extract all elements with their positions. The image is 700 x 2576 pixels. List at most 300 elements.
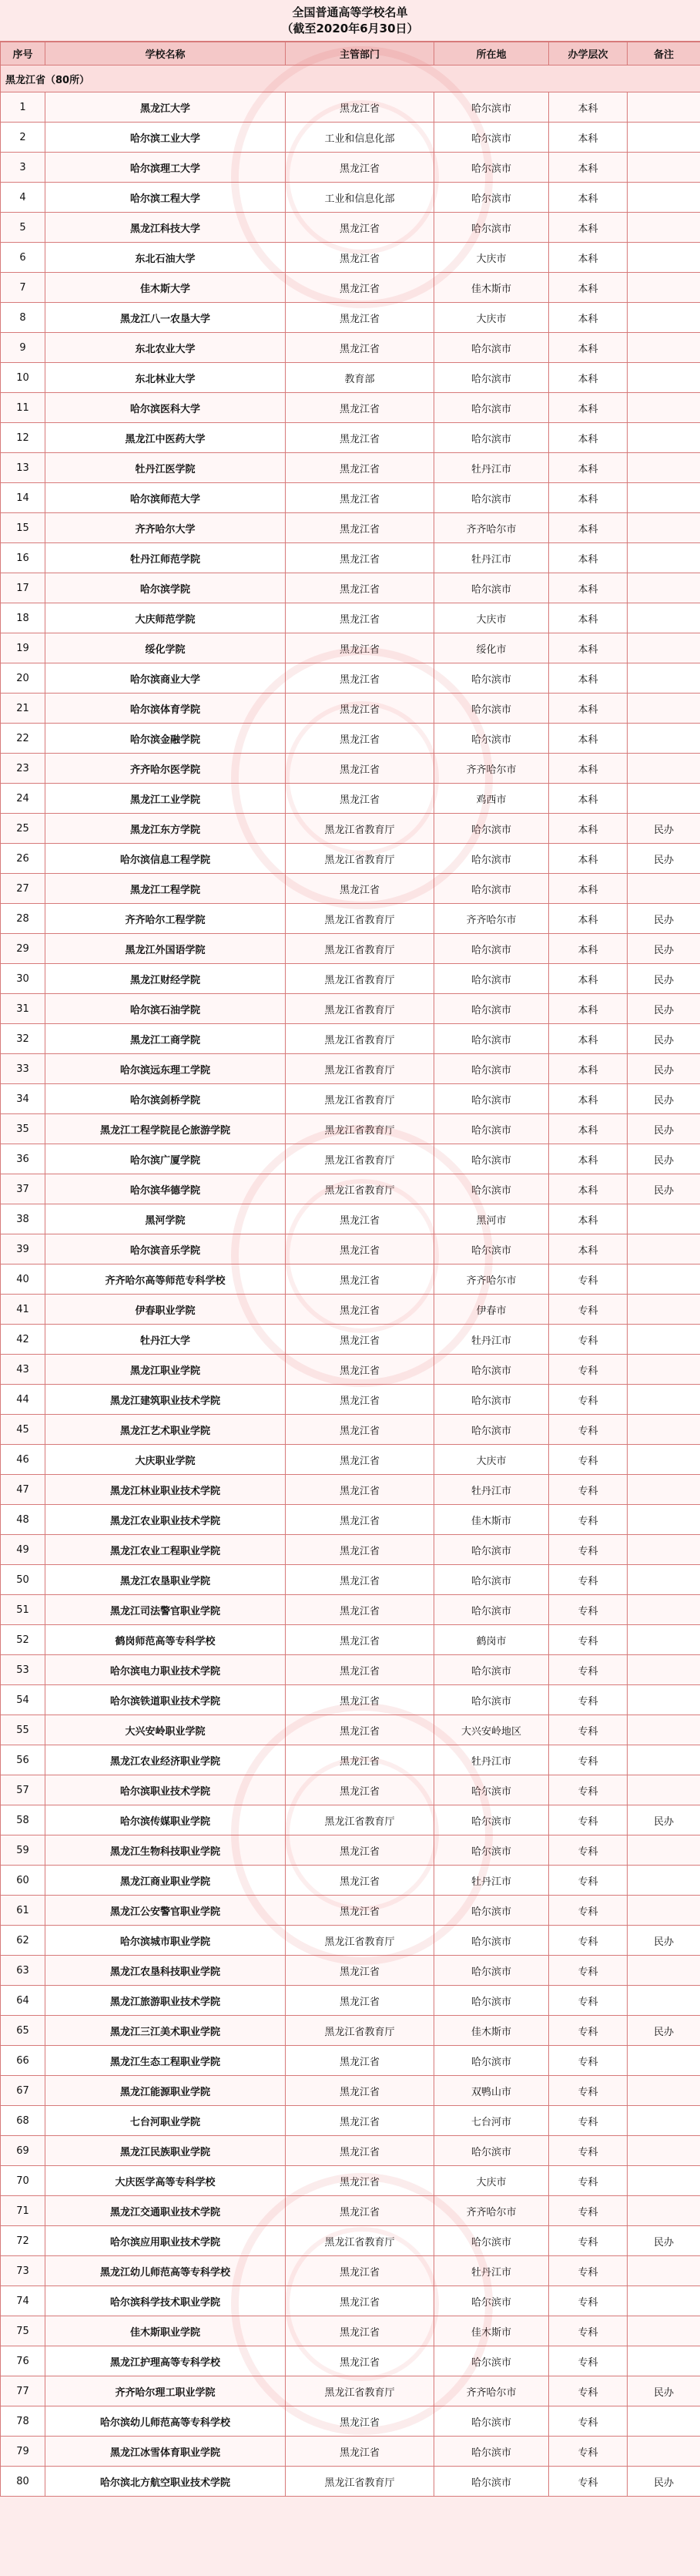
cell-remark xyxy=(628,1625,700,1655)
cell-department: 黑龙江省 xyxy=(286,92,434,123)
cell-index: 80 xyxy=(1,2467,45,2497)
cell-remark xyxy=(628,2196,700,2226)
document-subtitle: （截至2020年6月30日） xyxy=(281,22,419,35)
cell-department: 黑龙江省 xyxy=(286,1445,434,1475)
cell-remark xyxy=(628,363,700,393)
school-table xyxy=(0,42,700,2497)
cell-school-name: 黑龙江商业职业学院 xyxy=(45,1866,286,1896)
cell-location: 鹤岗市 xyxy=(434,1625,549,1655)
cell-level: 专科 xyxy=(549,1745,628,1775)
cell-school-name: 哈尔滨师范大学 xyxy=(45,483,286,513)
cell-location: 哈尔滨市 xyxy=(434,2226,549,2256)
cell-location: 哈尔滨市 xyxy=(434,2136,549,2166)
cell-department: 黑龙江省 xyxy=(286,2136,434,2166)
cell-location: 哈尔滨市 xyxy=(434,213,549,243)
cell-location: 哈尔滨市 xyxy=(434,1835,549,1866)
cell-remark xyxy=(628,1655,700,1685)
cell-level: 专科 xyxy=(549,1535,628,1565)
cell-school-name: 哈尔滨远东理工学院 xyxy=(45,1054,286,1084)
cell-remark xyxy=(628,603,700,633)
cell-school-name: 哈尔滨剑桥学院 xyxy=(45,1084,286,1114)
cell-location: 哈尔滨市 xyxy=(434,1896,549,1926)
cell-department: 黑龙江省教育厅 xyxy=(286,904,434,934)
cell-location: 哈尔滨市 xyxy=(434,123,549,153)
cell-department: 黑龙江省 xyxy=(286,1835,434,1866)
cell-school-name: 哈尔滨铁道职业技术学院 xyxy=(45,1685,286,1715)
cell-remark xyxy=(628,784,700,814)
cell-remark: 民办 xyxy=(628,1084,700,1114)
cell-index: 51 xyxy=(1,1595,45,1625)
cell-school-name: 黑龙江民族职业学院 xyxy=(45,2136,286,2166)
cell-index: 64 xyxy=(1,1986,45,2016)
cell-remark xyxy=(628,874,700,904)
cell-index: 67 xyxy=(1,2076,45,2106)
table-row xyxy=(1,784,700,814)
cell-location: 哈尔滨市 xyxy=(434,1024,549,1054)
cell-location: 齐齐哈尔市 xyxy=(434,1264,549,1295)
cell-school-name: 黑龙江护理高等专科学校 xyxy=(45,2346,286,2376)
table-row xyxy=(1,2437,700,2467)
cell-department: 黑龙江省 xyxy=(286,1264,434,1295)
table-row xyxy=(1,754,700,784)
cell-location: 伊春市 xyxy=(434,1295,549,1325)
cell-school-name: 哈尔滨体育学院 xyxy=(45,694,286,724)
table-row xyxy=(1,904,700,934)
cell-remark xyxy=(628,573,700,603)
table-row xyxy=(1,2286,700,2316)
cell-location: 哈尔滨市 xyxy=(434,814,549,844)
cell-level: 专科 xyxy=(549,2346,628,2376)
table-row xyxy=(1,603,700,633)
cell-index: 25 xyxy=(1,814,45,844)
cell-level: 本科 xyxy=(549,603,628,633)
cell-level: 专科 xyxy=(549,2467,628,2497)
cell-department: 黑龙江省 xyxy=(286,754,434,784)
table-row xyxy=(1,2316,700,2346)
cell-department: 工业和信息化部 xyxy=(286,183,434,213)
cell-department: 黑龙江省 xyxy=(286,483,434,513)
cell-level: 本科 xyxy=(549,453,628,483)
table-row xyxy=(1,1565,700,1595)
cell-remark: 民办 xyxy=(628,2016,700,2046)
cell-department: 黑龙江省 xyxy=(286,603,434,633)
cell-level: 本科 xyxy=(549,1204,628,1234)
cell-school-name: 黑龙江艺术职业学院 xyxy=(45,1415,286,1445)
cell-index: 65 xyxy=(1,2016,45,2046)
cell-level: 本科 xyxy=(549,333,628,363)
cell-location: 大兴安岭地区 xyxy=(434,1715,549,1745)
cell-school-name: 哈尔滨商业大学 xyxy=(45,663,286,694)
table-row xyxy=(1,483,700,513)
table-row xyxy=(1,814,700,844)
cell-location: 哈尔滨市 xyxy=(434,333,549,363)
cell-remark xyxy=(628,1445,700,1475)
cell-index: 30 xyxy=(1,964,45,994)
cell-level: 专科 xyxy=(549,1805,628,1835)
cell-remark xyxy=(628,513,700,543)
cell-location: 大庆市 xyxy=(434,1445,549,1475)
cell-index: 12 xyxy=(1,423,45,453)
cell-index: 57 xyxy=(1,1775,45,1805)
cell-location: 齐齐哈尔市 xyxy=(434,513,549,543)
cell-level: 专科 xyxy=(549,1685,628,1715)
cell-level: 本科 xyxy=(549,844,628,874)
cell-remark xyxy=(628,393,700,423)
cell-department: 黑龙江省 xyxy=(286,333,434,363)
cell-remark xyxy=(628,2136,700,2166)
cell-index: 49 xyxy=(1,1535,45,1565)
cell-level: 专科 xyxy=(549,1835,628,1866)
cell-remark: 民办 xyxy=(628,1805,700,1835)
cell-school-name: 哈尔滨传媒职业学院 xyxy=(45,1805,286,1835)
cell-index: 18 xyxy=(1,603,45,633)
cell-location: 哈尔滨市 xyxy=(434,964,549,994)
cell-department: 黑龙江省教育厅 xyxy=(286,1114,434,1144)
table-row xyxy=(1,1295,700,1325)
cell-level: 本科 xyxy=(549,994,628,1024)
cell-location: 哈尔滨市 xyxy=(434,393,549,423)
cell-remark xyxy=(628,92,700,123)
cell-school-name: 哈尔滨信息工程学院 xyxy=(45,844,286,874)
cell-school-name: 黑龙江农垦科技职业学院 xyxy=(45,1956,286,1986)
cell-department: 黑龙江省教育厅 xyxy=(286,964,434,994)
cell-school-name: 黑龙江司法警官职业学院 xyxy=(45,1595,286,1625)
table-row xyxy=(1,1144,700,1174)
table-row xyxy=(1,874,700,904)
cell-school-name: 哈尔滨城市职业学院 xyxy=(45,1926,286,1956)
cell-department: 黑龙江省 xyxy=(286,273,434,303)
cell-remark xyxy=(628,663,700,694)
cell-location: 哈尔滨市 xyxy=(434,874,549,904)
cell-index: 13 xyxy=(1,453,45,483)
cell-school-name: 哈尔滨工程大学 xyxy=(45,183,286,213)
cell-index: 71 xyxy=(1,2196,45,2226)
cell-location: 哈尔滨市 xyxy=(434,844,549,874)
cell-location: 大庆市 xyxy=(434,303,549,333)
cell-department: 黑龙江省 xyxy=(286,1775,434,1805)
cell-location: 哈尔滨市 xyxy=(434,183,549,213)
cell-remark xyxy=(628,633,700,663)
cell-level: 本科 xyxy=(549,1174,628,1204)
table-row xyxy=(1,1715,700,1745)
cell-level: 本科 xyxy=(549,784,628,814)
cell-school-name: 哈尔滨音乐学院 xyxy=(45,1234,286,1264)
cell-school-name: 黑龙江旅游职业技术学院 xyxy=(45,1986,286,2016)
cell-school-name: 佳木斯职业学院 xyxy=(45,2316,286,2346)
table-row xyxy=(1,1385,700,1415)
cell-department: 黑龙江省 xyxy=(286,1685,434,1715)
cell-department: 黑龙江省教育厅 xyxy=(286,2467,434,2497)
cell-level: 本科 xyxy=(549,243,628,273)
cell-index: 78 xyxy=(1,2406,45,2437)
cell-school-name: 黑龙江工程学院昆仑旅游学院 xyxy=(45,1114,286,1144)
cell-level: 本科 xyxy=(549,363,628,393)
cell-department: 黑龙江省 xyxy=(286,1355,434,1385)
table-row xyxy=(1,453,700,483)
cell-remark xyxy=(628,2286,700,2316)
cell-department: 黑龙江省 xyxy=(286,453,434,483)
cell-index: 39 xyxy=(1,1234,45,1264)
cell-index: 24 xyxy=(1,784,45,814)
table-row xyxy=(1,2256,700,2286)
cell-location: 齐齐哈尔市 xyxy=(434,904,549,934)
cell-department: 黑龙江省 xyxy=(286,1745,434,1775)
cell-level: 专科 xyxy=(549,2376,628,2406)
cell-remark xyxy=(628,423,700,453)
cell-department: 黑龙江省 xyxy=(286,1295,434,1325)
cell-department: 黑龙江省教育厅 xyxy=(286,844,434,874)
cell-department: 黑龙江省 xyxy=(286,1475,434,1505)
cell-department: 黑龙江省 xyxy=(286,213,434,243)
cell-remark xyxy=(628,1986,700,2016)
cell-school-name: 齐齐哈尔理工职业学院 xyxy=(45,2376,286,2406)
cell-school-name: 哈尔滨科学技术职业学院 xyxy=(45,2286,286,2316)
cell-remark: 民办 xyxy=(628,1926,700,1956)
cell-location: 齐齐哈尔市 xyxy=(434,2376,549,2406)
cell-index: 27 xyxy=(1,874,45,904)
cell-level: 专科 xyxy=(549,1445,628,1475)
cell-index: 48 xyxy=(1,1505,45,1535)
table-row xyxy=(1,2076,700,2106)
cell-index: 76 xyxy=(1,2346,45,2376)
cell-department: 黑龙江省 xyxy=(286,243,434,273)
cell-index: 22 xyxy=(1,724,45,754)
cell-department: 黑龙江省 xyxy=(286,2316,434,2346)
cell-remark xyxy=(628,1385,700,1415)
table-row xyxy=(1,1775,700,1805)
cell-index: 72 xyxy=(1,2226,45,2256)
cell-index: 23 xyxy=(1,754,45,784)
cell-remark xyxy=(628,2256,700,2286)
column-header-location: 所在地 xyxy=(434,42,549,65)
cell-location: 哈尔滨市 xyxy=(434,2406,549,2437)
cell-remark xyxy=(628,153,700,183)
cell-school-name: 哈尔滨华德学院 xyxy=(45,1174,286,1204)
cell-level: 专科 xyxy=(549,1715,628,1745)
cell-index: 29 xyxy=(1,934,45,964)
cell-department: 黑龙江省教育厅 xyxy=(286,1174,434,1204)
cell-location: 七台河市 xyxy=(434,2106,549,2136)
cell-location: 哈尔滨市 xyxy=(434,92,549,123)
cell-location: 哈尔滨市 xyxy=(434,2437,549,2467)
cell-school-name: 黑龙江外国语学院 xyxy=(45,934,286,964)
cell-school-name: 哈尔滨学院 xyxy=(45,573,286,603)
cell-department: 黑龙江省教育厅 xyxy=(286,934,434,964)
cell-school-name: 黑龙江中医药大学 xyxy=(45,423,286,453)
cell-index: 6 xyxy=(1,243,45,273)
cell-school-name: 黑龙江生态工程职业学院 xyxy=(45,2046,286,2076)
cell-level: 专科 xyxy=(549,1866,628,1896)
cell-department: 黑龙江省 xyxy=(286,1625,434,1655)
cell-level: 专科 xyxy=(549,1385,628,1415)
cell-department: 黑龙江省 xyxy=(286,1505,434,1535)
cell-remark: 民办 xyxy=(628,964,700,994)
cell-index: 63 xyxy=(1,1956,45,1986)
table-row xyxy=(1,1114,700,1144)
cell-department: 黑龙江省 xyxy=(286,1234,434,1264)
cell-school-name: 七台河职业学院 xyxy=(45,2106,286,2136)
cell-department: 黑龙江省 xyxy=(286,573,434,603)
cell-index: 75 xyxy=(1,2316,45,2346)
cell-index: 3 xyxy=(1,153,45,183)
table-row xyxy=(1,1896,700,1926)
column-header-index: 序号 xyxy=(1,42,45,65)
cell-remark xyxy=(628,2076,700,2106)
cell-department: 黑龙江省 xyxy=(286,2166,434,2196)
cell-school-name: 黑龙江财经学院 xyxy=(45,964,286,994)
cell-remark xyxy=(628,1745,700,1775)
table-row xyxy=(1,423,700,453)
cell-level: 专科 xyxy=(549,1565,628,1595)
cell-department: 黑龙江省教育厅 xyxy=(286,994,434,1024)
cell-remark xyxy=(628,333,700,363)
column-header-school-name: 学校名称 xyxy=(45,42,286,65)
cell-location: 哈尔滨市 xyxy=(434,663,549,694)
cell-level: 专科 xyxy=(549,2166,628,2196)
cell-index: 47 xyxy=(1,1475,45,1505)
cell-department: 黑龙江省 xyxy=(286,633,434,663)
cell-remark xyxy=(628,483,700,513)
cell-location: 哈尔滨市 xyxy=(434,1926,549,1956)
table-row xyxy=(1,2196,700,2226)
cell-location: 佳木斯市 xyxy=(434,2016,549,2046)
cell-department: 黑龙江省教育厅 xyxy=(286,1805,434,1835)
table-row xyxy=(1,1866,700,1896)
cell-school-name: 黑龙江农业经济职业学院 xyxy=(45,1745,286,1775)
table-row xyxy=(1,1024,700,1054)
cell-level: 专科 xyxy=(549,1775,628,1805)
cell-department: 黑龙江省 xyxy=(286,2346,434,2376)
cell-index: 28 xyxy=(1,904,45,934)
cell-index: 73 xyxy=(1,2256,45,2286)
cell-index: 55 xyxy=(1,1715,45,1745)
cell-location: 哈尔滨市 xyxy=(434,2286,549,2316)
cell-remark xyxy=(628,1204,700,1234)
cell-location: 牡丹江市 xyxy=(434,543,549,573)
cell-remark: 民办 xyxy=(628,844,700,874)
cell-remark xyxy=(628,1295,700,1325)
cell-index: 79 xyxy=(1,2437,45,2467)
cell-department: 黑龙江省 xyxy=(286,2437,434,2467)
cell-school-name: 哈尔滨石油学院 xyxy=(45,994,286,1024)
table-row xyxy=(1,2016,700,2046)
cell-location: 哈尔滨市 xyxy=(434,423,549,453)
cell-level: 本科 xyxy=(549,513,628,543)
cell-department: 黑龙江省教育厅 xyxy=(286,2226,434,2256)
cell-remark xyxy=(628,1866,700,1896)
table-row xyxy=(1,1325,700,1355)
cell-remark: 民办 xyxy=(628,1024,700,1054)
table-row xyxy=(1,333,700,363)
cell-level: 本科 xyxy=(549,1114,628,1144)
cell-department: 黑龙江省 xyxy=(286,874,434,904)
cell-remark xyxy=(628,1234,700,1264)
cell-level: 专科 xyxy=(549,1896,628,1926)
cell-level: 专科 xyxy=(549,2076,628,2106)
table-row xyxy=(1,1204,700,1234)
cell-location: 哈尔滨市 xyxy=(434,1685,549,1715)
table-row xyxy=(1,92,700,123)
cell-level: 本科 xyxy=(549,92,628,123)
cell-index: 42 xyxy=(1,1325,45,1355)
cell-index: 37 xyxy=(1,1174,45,1204)
cell-department: 黑龙江省 xyxy=(286,1866,434,1896)
cell-school-name: 佳木斯大学 xyxy=(45,273,286,303)
cell-index: 11 xyxy=(1,393,45,423)
cell-department: 黑龙江省 xyxy=(286,153,434,183)
cell-level: 专科 xyxy=(549,2106,628,2136)
cell-department: 黑龙江省 xyxy=(286,393,434,423)
table-body xyxy=(1,65,700,2497)
cell-school-name: 黑龙江林业职业技术学院 xyxy=(45,1475,286,1505)
table-row xyxy=(1,2467,700,2497)
cell-remark xyxy=(628,2316,700,2346)
cell-school-name: 黑龙江八一农垦大学 xyxy=(45,303,286,333)
cell-index: 59 xyxy=(1,1835,45,1866)
table-row xyxy=(1,1986,700,2016)
cell-index: 44 xyxy=(1,1385,45,1415)
cell-index: 58 xyxy=(1,1805,45,1835)
cell-level: 本科 xyxy=(549,483,628,513)
cell-remark xyxy=(628,453,700,483)
cell-remark: 民办 xyxy=(628,1174,700,1204)
cell-school-name: 黑龙江交通职业技术学院 xyxy=(45,2196,286,2226)
cell-remark: 民办 xyxy=(628,994,700,1024)
cell-department: 黑龙江省 xyxy=(286,694,434,724)
cell-school-name: 黑龙江工业学院 xyxy=(45,784,286,814)
cell-school-name: 齐齐哈尔医学院 xyxy=(45,754,286,784)
cell-location: 齐齐哈尔市 xyxy=(434,754,549,784)
cell-level: 本科 xyxy=(549,904,628,934)
cell-index: 36 xyxy=(1,1144,45,1174)
table-row xyxy=(1,213,700,243)
cell-remark xyxy=(628,1896,700,1926)
table-row xyxy=(1,2346,700,2376)
cell-location: 大庆市 xyxy=(434,2166,549,2196)
cell-remark xyxy=(628,2437,700,2467)
cell-school-name: 黑龙江农业工程职业学院 xyxy=(45,1535,286,1565)
cell-level: 专科 xyxy=(549,2016,628,2046)
cell-index: 19 xyxy=(1,633,45,663)
cell-school-name: 牡丹江师范学院 xyxy=(45,543,286,573)
cell-location: 哈尔滨市 xyxy=(434,573,549,603)
cell-level: 本科 xyxy=(549,1144,628,1174)
cell-location: 大庆市 xyxy=(434,243,549,273)
cell-remark xyxy=(628,2166,700,2196)
cell-index: 5 xyxy=(1,213,45,243)
cell-index: 61 xyxy=(1,1896,45,1926)
section-row xyxy=(1,65,700,92)
cell-department: 黑龙江省 xyxy=(286,513,434,543)
cell-level: 本科 xyxy=(549,213,628,243)
cell-level: 本科 xyxy=(549,874,628,904)
cell-level: 专科 xyxy=(549,1926,628,1956)
table-row xyxy=(1,123,700,153)
document-title: 全国普通高等学校名单 xyxy=(292,5,408,19)
cell-index: 10 xyxy=(1,363,45,393)
table-header-row xyxy=(1,42,700,65)
cell-index: 74 xyxy=(1,2286,45,2316)
cell-index: 33 xyxy=(1,1054,45,1084)
cell-school-name: 齐齐哈尔工程学院 xyxy=(45,904,286,934)
cell-school-name: 黑龙江东方学院 xyxy=(45,814,286,844)
cell-index: 20 xyxy=(1,663,45,694)
table-row xyxy=(1,663,700,694)
cell-remark xyxy=(628,2046,700,2076)
table-row xyxy=(1,2406,700,2437)
table-row xyxy=(1,2106,700,2136)
cell-location: 哈尔滨市 xyxy=(434,694,549,724)
